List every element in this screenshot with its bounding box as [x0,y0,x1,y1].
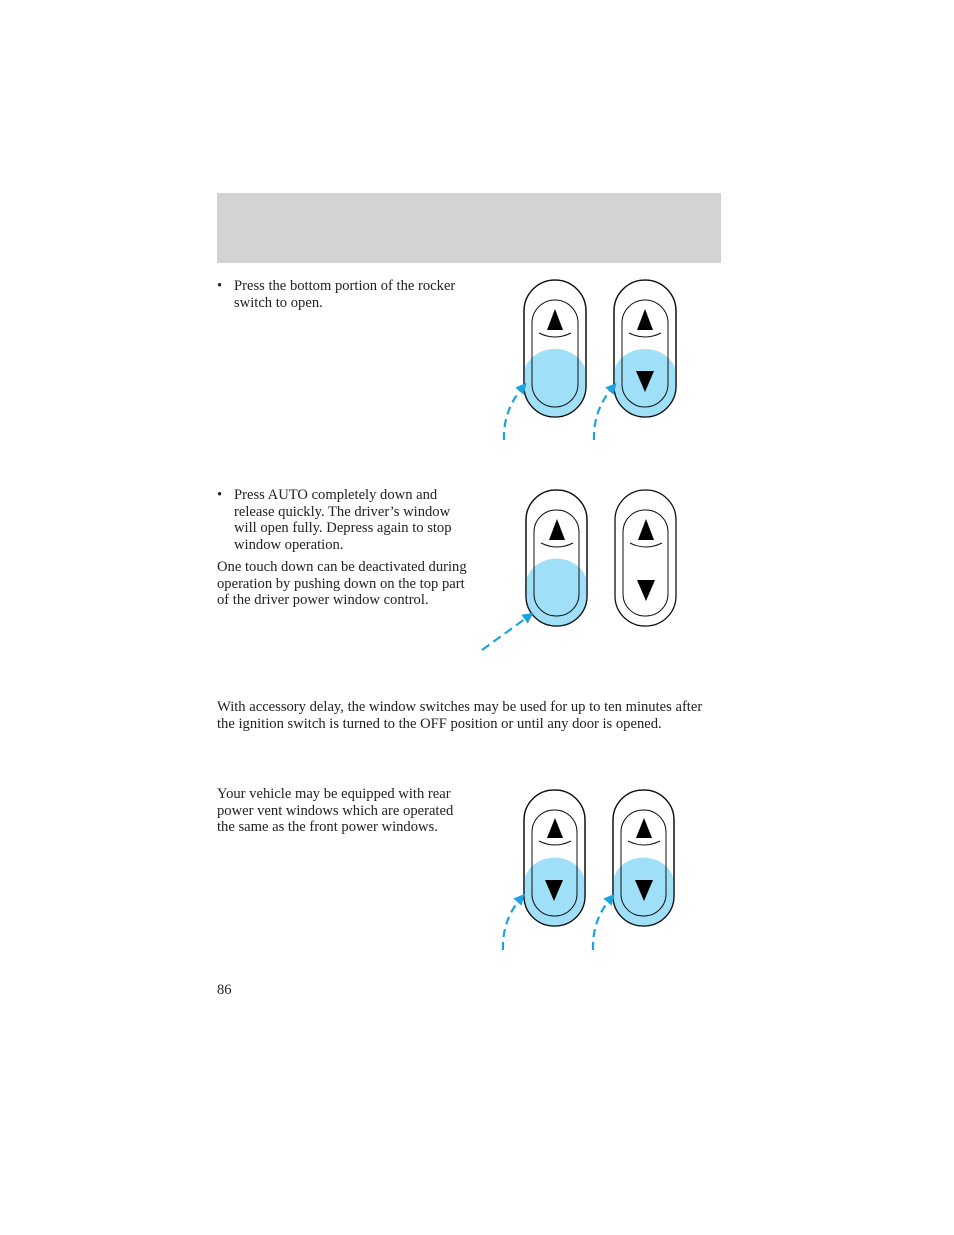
paragraph: With accessory delay, the window switches may be used for up to ten minutes after the ignition switch is turned to the OFF position or until any door is opened. [217,699,703,732]
rocker-switch-icon [615,490,676,626]
dashed-press-arrow-icon [482,616,529,650]
dashed-press-arrow-icon [593,898,611,950]
figure-rear-vent-switches [495,785,695,960]
section-header-band [217,193,721,263]
section-1-text [217,278,472,311]
section-3-text [217,699,722,732]
paragraph: One touch down can be deactivated during operation by pushing down on the top part of the driver power window control. [217,559,467,608]
figure-rocker-switches-open [495,275,695,450]
rocker-switch-icon [524,790,585,926]
dashed-press-arrow-icon [504,387,523,440]
dashed-press-arrow-icon [503,898,521,950]
bullet-text: Press AUTO completely down and release quickly. The driver’s window will open fully. Depress again to stop window operation. [234,487,452,553]
section-4-text [217,786,472,836]
bullet-glyph: • [217,487,223,503]
paragraph: Your vehicle may be equipped with rear power vent windows which are operated the same as the front power windows. [217,786,454,835]
rocker-switch-icon [524,280,586,417]
bullet-item [217,487,475,553]
bullet-item [217,278,472,311]
rocker-switch-icon [613,790,674,927]
rocker-switch-icon [526,490,587,627]
page-number: 86 [217,982,232,998]
rocker-switch-icon [614,280,676,417]
bullet-glyph: • [217,278,223,294]
section-2-text [217,487,475,609]
bullet-text: Press the bottom portion of the rocker switch to open. [234,278,456,311]
figure-rocker-switches-auto [475,485,695,660]
dashed-press-arrow-icon [594,387,613,440]
